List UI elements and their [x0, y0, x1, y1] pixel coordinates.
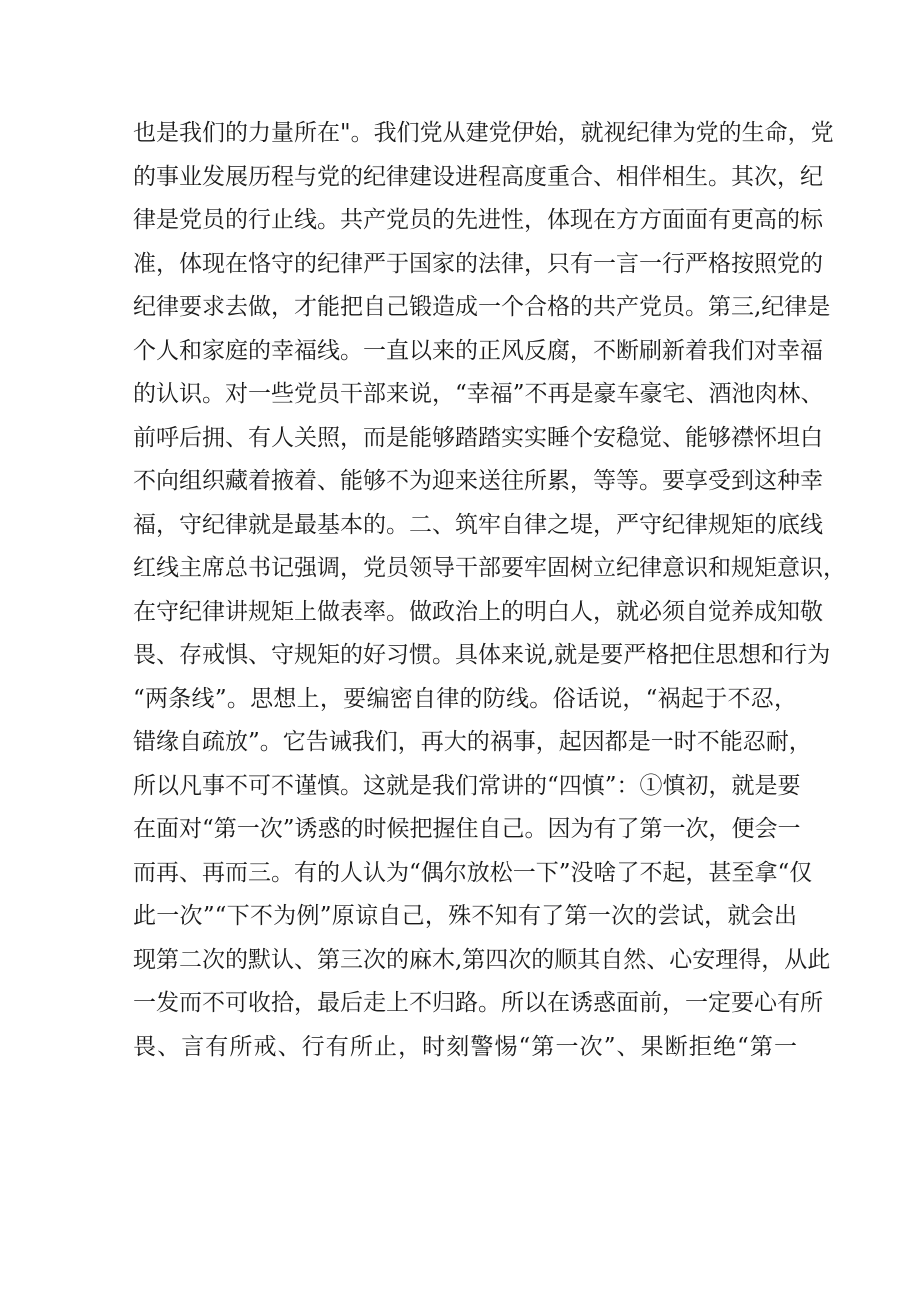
- text-line: 福，守纪律就是最基本的。二、筑牢自律之堤，严守纪律规矩的底线: [133, 511, 823, 538]
- text-line: “两条线”。思想上，要编密自律的防线。俗话说，“祸起于不忍，: [133, 685, 797, 712]
- text-line: 而再、再而三。有的人认为“偶尔放松一下”没啥了不起，甚至拿“仅: [133, 859, 813, 886]
- text-line: 在守纪律讲规矩上做表率。做政治上的明白人，就必须自觉养成知敬: [133, 598, 823, 625]
- text-line: 前呼后拥、有人关照，而是能够踏踏实实睡个安稳觉、能够襟怀坦白: [133, 424, 823, 451]
- text-line: 的认识。对一些党员干部来说，“幸福”不再是豪车豪宅、酒池肉林、: [133, 381, 824, 407]
- text-line: 畏、存戒惧、守规矩的好习惯。具体来说,就是要严格把住思想和行为: [133, 642, 831, 668]
- text-line: 纪律要求去做，才能把自己锻造成一个合格的共产党员。第三,纪律是: [133, 294, 831, 320]
- text-line: 律是党员的行止线。共产党员的先进性，体现在方方面面有更高的标: [133, 207, 823, 233]
- text-line: 错缘自疏放”。它告诫我们，再大的祸事，起因都是一时不能忍耐，: [133, 729, 812, 755]
- text-line: 的事业发展历程与党的纪律建设进程高度重合、相伴相生。其次，纪: [133, 163, 823, 190]
- text-line: 现第二次的默认、第三次的麻木,第四次的顺其自然、心安理得，从此: [133, 946, 831, 973]
- body-text: [133, 112, 846, 1069]
- text-line: 在面对“第一次”诱惑的时候把握住自己。因为有了第一次，便会一: [133, 816, 801, 842]
- text-line: 准，体现在恪守的纪律严于国家的法律，只有一言一行严格按照党的: [133, 250, 823, 277]
- text-line: 畏、言有所戒、行有所止，时刻警惕“第一次”、果断拒绝“第一: [133, 1033, 797, 1060]
- text-line: 所以凡事不可不谨慎。这就是我们常讲的“四慎”：①慎初，就是要: [133, 772, 801, 799]
- text-line: 也是我们的力量所在"。我们党从建党伊始，就视纪律为党的生命，党: [133, 120, 834, 146]
- text-line: 不向组织藏着掖着、能够不为迎来送往所累，等等。要享受到这种幸: [133, 468, 823, 494]
- text-line: 一发而不可收拾，最后走上不归路。所以在诱惑面前，一定要心有所: [133, 990, 823, 1016]
- text-line: 个人和家庭的幸福线。一直以来的正风反腐，不断刷新着我们对幸福: [133, 337, 823, 364]
- text-line: 此一次”“下不为例”原谅自己，殊不知有了第一次的尝试，就会出: [133, 903, 797, 929]
- text-line: 红线主席总书记强调，党员领导干部要牢固树立纪律意识和规矩意识，: [133, 555, 846, 581]
